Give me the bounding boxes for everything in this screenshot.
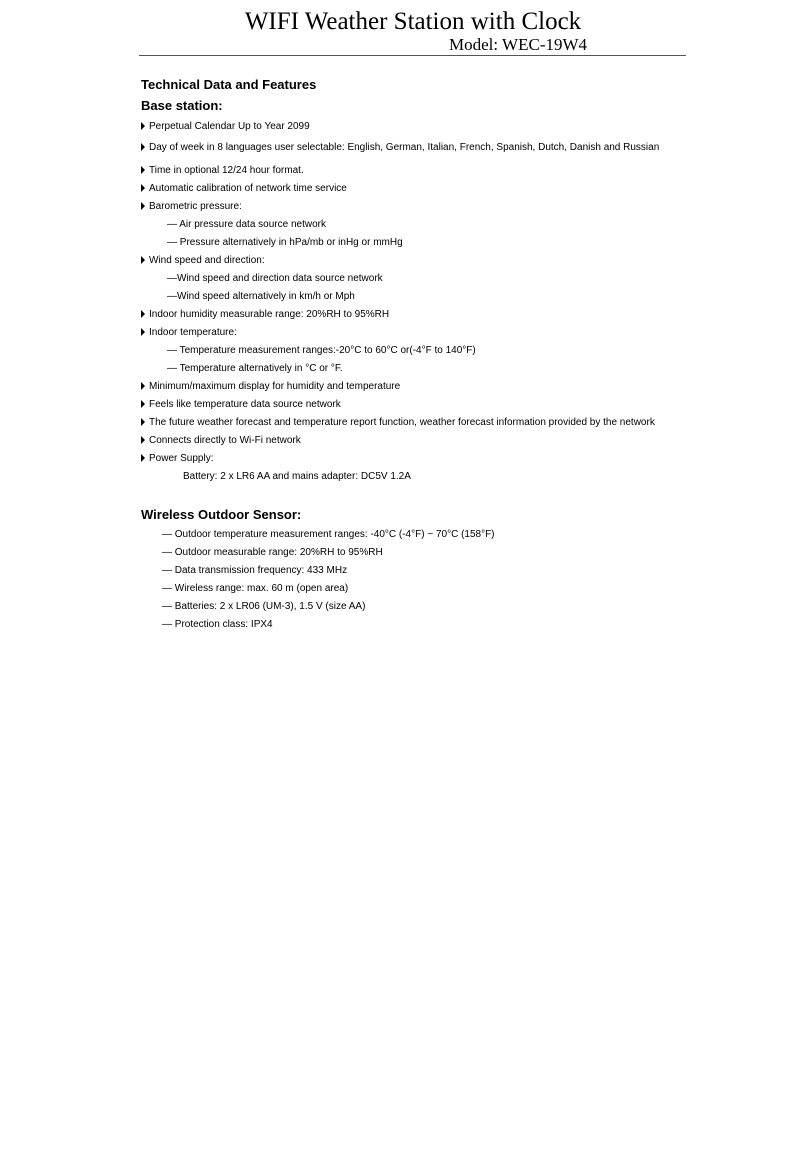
triangle-bullet-icon — [141, 143, 145, 151]
triangle-bullet-icon — [141, 328, 145, 336]
feature-subitem: — Temperature measurement ranges:-20°C to 60°C or(-4°F to 140°F) — [167, 345, 476, 356]
triangle-bullet-icon — [141, 202, 145, 210]
feature-item — [141, 120, 310, 133]
feature-text: Automatic calibration of network time service — [149, 183, 347, 194]
outdoor-sensor-heading: Wireless Outdoor Sensor: — [141, 507, 302, 522]
feature-item — [141, 398, 341, 411]
feature-item — [141, 308, 389, 321]
feature-text: Time in optional 12/24 hour format. — [149, 165, 304, 176]
sensor-item: — Outdoor measurable range: 20%RH to 95%RH — [162, 547, 383, 558]
feature-text: The future weather forecast and temperature report function, weather forecast information provided by the network — [149, 417, 655, 428]
triangle-bullet-icon — [141, 454, 145, 462]
feature-subitem: Battery: 2 x LR6 AA and mains adapter: DC5V 1.2A — [183, 471, 411, 482]
triangle-bullet-icon — [141, 382, 145, 390]
triangle-bullet-icon — [141, 184, 145, 192]
feature-text: Perpetual Calendar Up to Year 2099 — [149, 121, 310, 132]
sensor-item: — Data transmission frequency: 433 MHz — [162, 565, 348, 576]
feature-text: Wind speed and direction: — [149, 255, 265, 266]
triangle-bullet-icon — [141, 400, 145, 408]
feature-text: Indoor temperature: — [149, 327, 237, 338]
feature-item — [141, 254, 265, 267]
feature-item — [141, 380, 400, 393]
sensor-item: — Batteries: 2 x LR06 (UM-3), 1.5 V (size AA) — [162, 601, 366, 612]
feature-subitem: — Pressure alternatively in hPa/mb or inHg or mmHg — [167, 237, 403, 248]
feature-text: Connects directly to Wi-Fi network — [149, 435, 301, 446]
triangle-bullet-icon — [141, 310, 145, 318]
header-divider — [139, 55, 686, 56]
feature-item — [141, 416, 655, 429]
model-number: Model: WEC-19W4 — [449, 35, 588, 54]
feature-subitem: — Air pressure data source network — [167, 219, 326, 230]
sensor-item: — Wireless range: max. 60 m (open area) — [162, 583, 349, 594]
feature-text: Indoor humidity measurable range: 20%RH to 95%RH — [149, 309, 390, 320]
feature-subitem: — Temperature alternatively in °C or °F. — [167, 363, 343, 374]
triangle-bullet-icon — [141, 418, 145, 426]
feature-text: Feels like temperature data source network — [149, 399, 341, 410]
triangle-bullet-icon — [141, 256, 145, 264]
feature-item — [141, 141, 659, 154]
feature-item — [141, 182, 347, 195]
feature-text: Power Supply: — [149, 453, 214, 464]
triangle-bullet-icon — [141, 122, 145, 130]
document-title: WIFI Weather Station with Clock — [244, 8, 582, 35]
feature-text: Day of week in 8 languages user selectable: English, German, Italian, French, Spanish, Dutch, Danish and Russian — [149, 142, 660, 153]
base-station-heading: Base station: — [141, 98, 223, 113]
feature-subitem: —Wind speed alternatively in km/h or Mph — [167, 291, 355, 302]
section-title: Technical Data and Features — [141, 77, 317, 92]
sensor-item: — Protection class: IPX4 — [162, 619, 273, 630]
feature-item — [141, 326, 237, 339]
feature-subitem: —Wind speed and direction data source network — [167, 273, 383, 284]
sensor-item: — Outdoor temperature measurement ranges: -40°C (-4°F) ~ 70°C (158°F) — [162, 529, 495, 540]
feature-item — [141, 164, 304, 177]
triangle-bullet-icon — [141, 166, 145, 174]
feature-item — [141, 434, 301, 447]
feature-text: Barometric pressure: — [149, 201, 242, 212]
feature-item — [141, 452, 213, 465]
feature-text: Minimum/maximum display for humidity and temperature — [149, 381, 401, 392]
triangle-bullet-icon — [141, 436, 145, 444]
feature-item — [141, 200, 242, 213]
